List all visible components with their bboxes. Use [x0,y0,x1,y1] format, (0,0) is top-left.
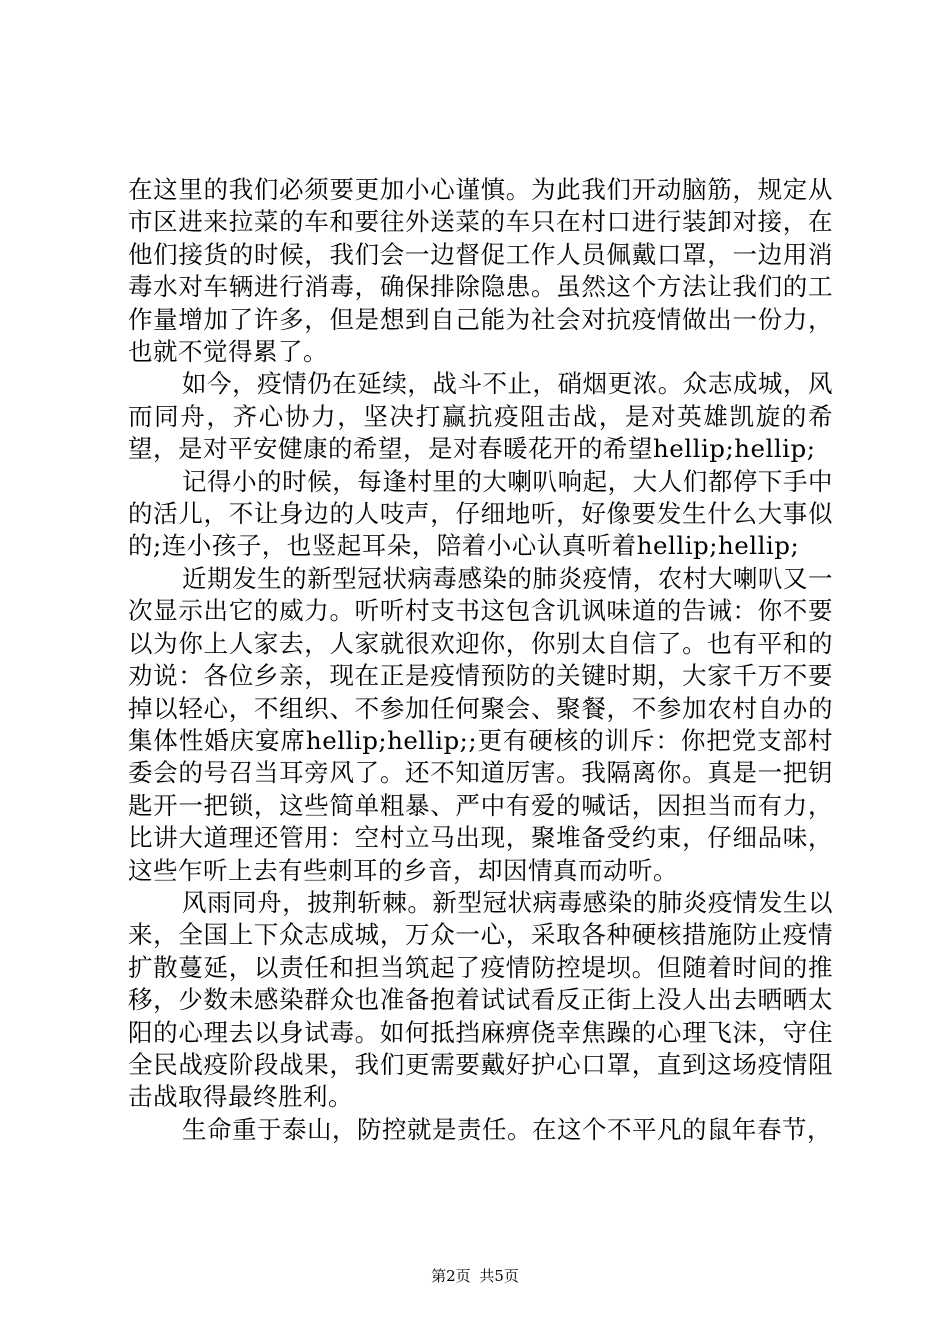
paragraph-2: 如今，疫情仍在延续，战斗不止，硝烟更浓。众志成城，风而同舟，齐心协力，坚决打赢抗疫阻击战，是对英雄凯旋的希望，是对平安健康的希望，是对春暖花开的希望hellip;hellip; [128,369,833,464]
paragraph-6: 生命重于泰山，防控就是责任。在这个不平凡的鼠年春节， [182,1114,832,1144]
document-body [128,174,833,1146]
paragraph-1: 在这里的我们必须要更加小心谨慎。为此我们开动脑筋，规定从市区进来拉菜的车和要往外送菜的车只在村口进行装卸对接，在他们接货的时候，我们会一边督促工作人员佩戴口罩，一边用消毒水对车辆进行消毒，确保排除隐患。虽然这个方法让我们的工作量增加了许多，但是想到自己能为社会对抗疫情做出一份力，也就不觉得累了。 [128,175,833,367]
paragraph-4: 近期发生的新型冠状病毒感染的肺炎疫情，农村大喇叭又一次显示出它的威力。听听村支书这包含讥讽味道的告诫：你不要以为你上人家去，人家就很欢迎你，你别太自信了。也有平和的劝说：各位乡亲，现在正是疫情预防的关键时期，大家千万不要掉以轻心，不组织、不参加任何聚会、聚餐，不参加农村自办的集体性婚庆宴席hellip;hellip;;更有硬核的训斥：你把党支部村委会的号召当耳旁风了。还不知道厉害。我隔离你。真是一把钥匙开一把锁，这些简单粗暴、严中有爱的喊话，因担当而有力，比讲大道理还管用：空村立马出现，聚堆备受约束，仔细品味，这些乍听上去有些刺耳的乡音，却因情真而动听。 [128,563,833,885]
page-footer: 第2页 共5页 [431,1267,519,1285]
paragraph-3: 记得小的时候，每逢村里的大喇叭响起，大人们都停下手中的活儿，不让身边的人吱声，仔细地听，好像要发生什么大事似的;连小孩子，也竖起耳朵，陪着小心认真听着hellip;hellip; [128,466,833,561]
paragraph-5: 风雨同舟，披荆斩棘。新型冠状病毒感染的肺炎疫情发生以来，全国上下众志成城，万众一心，采取各种硬核措施防止疫情扩散蔓延，以责任和担当筑起了疫情防控堤坝。但随着时间的推移，少数未感染群众也准备抱着试试看反正街上没人出去晒晒太阳的心理去以身试毒。如何抵挡麻痹侥幸焦躁的心理飞沫，守住全民战疫阶段战果，我们更需要戴好护心口罩，直到这场疫情阻击战取得最终胜利。 [128,887,833,1112]
